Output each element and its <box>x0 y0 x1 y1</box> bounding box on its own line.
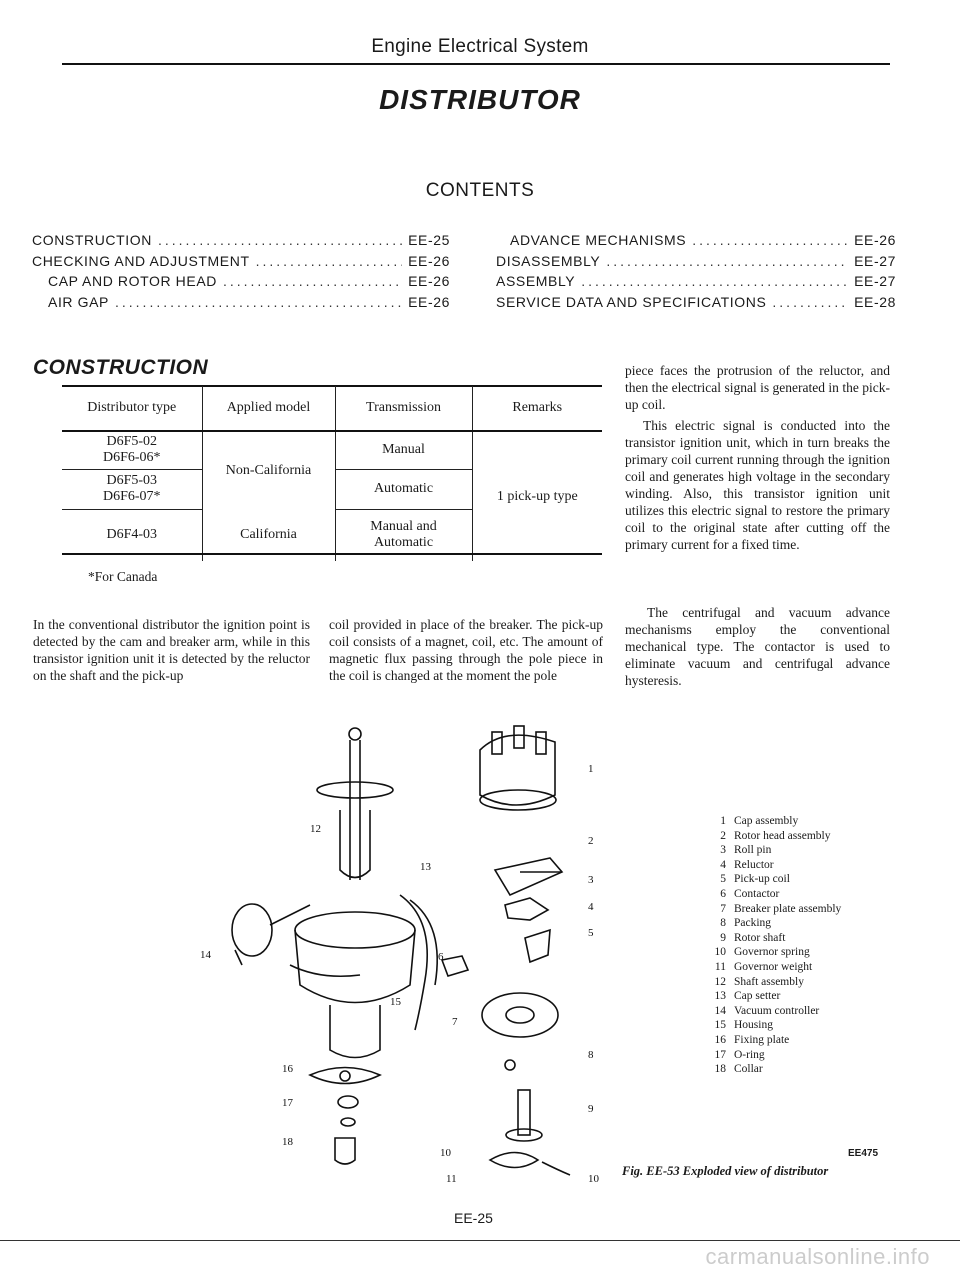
legend-label: Housing <box>734 1019 773 1032</box>
legend-num: 13 <box>714 990 726 1003</box>
running-header: Engine Electrical System <box>371 36 589 57</box>
legend-num: 14 <box>714 1004 726 1017</box>
legend-label: Governor spring <box>734 946 810 959</box>
toc-entry-label: CAP AND ROTOR HEAD <box>48 273 217 289</box>
table-bottom-rule <box>62 553 602 555</box>
legend-num: 12 <box>714 975 726 988</box>
callout-label: 8 <box>588 1049 594 1061</box>
callout-label: 1 <box>588 763 594 775</box>
figure-code: EE475 <box>848 1148 879 1159</box>
legend-num: 5 <box>720 873 726 886</box>
legend-item <box>700 960 841 975</box>
toc-entry <box>32 273 450 294</box>
distributor-type: D6F5-03 <box>106 473 158 488</box>
toc-leader <box>223 273 402 289</box>
legend-num: 18 <box>714 1063 726 1076</box>
legend-label: Vacuum controller <box>734 1004 820 1017</box>
body-paragraph: This electric signal is conducted into the transistor ignition unit, which in turn breaks the primary coil current running through the ignition coil and generates high voltage in the secondary winding. Also, this transistor ignition unit utilizes this electric signal to restore the primary coil to the original state after cutting off the primary current for a fixed time. <box>625 418 890 552</box>
toc-entry <box>496 294 896 315</box>
callout-label: 13 <box>420 861 431 873</box>
table-cell: Automatic <box>335 469 472 509</box>
legend-item <box>700 931 841 946</box>
section-heading: CONSTRUCTION <box>33 356 209 379</box>
legend-label: Contactor <box>734 887 780 900</box>
table-cell <box>62 469 202 509</box>
toc-leader <box>158 232 402 248</box>
table-cell: California <box>202 509 335 561</box>
legend-item <box>700 858 841 873</box>
legend-item <box>700 1048 841 1063</box>
toc-entry-label: CONSTRUCTION <box>32 232 152 248</box>
diagram-callouts <box>200 763 600 1185</box>
legend-num: 15 <box>714 1019 726 1032</box>
legend-label: Cap setter <box>734 990 781 1003</box>
table-cell: Non-California <box>202 431 335 509</box>
toc-entry-page: EE-26 <box>408 273 450 289</box>
toc-entry-label: SERVICE DATA AND SPECIFICATIONS <box>496 293 767 310</box>
page-number: EE-25 <box>454 1210 493 1226</box>
toc-entry-page: EE-26 <box>854 232 896 248</box>
legend-item <box>700 829 841 844</box>
legend-item <box>700 1062 841 1077</box>
legend-label: Reluctor <box>734 858 774 871</box>
callout-label: 14 <box>200 949 211 961</box>
transmission-text: Manual and <box>370 519 437 535</box>
contents-title: CONTENTS <box>425 180 535 201</box>
callout-label: 12 <box>310 823 321 835</box>
legend-num: 17 <box>714 1048 726 1061</box>
legend-item <box>700 989 841 1004</box>
transmission-text: Automatic <box>373 535 434 551</box>
toc-entry-page: EE-27 <box>854 252 896 269</box>
callout-label: 10 <box>588 1173 599 1185</box>
legend-item <box>700 814 841 829</box>
legend-label: Collar <box>734 1063 763 1076</box>
legend-item <box>700 843 841 858</box>
legend-label: Packing <box>734 917 772 930</box>
legend-item <box>700 872 841 887</box>
table-cell: Manual <box>335 431 472 469</box>
legend-label: Shaft assembly <box>734 975 804 988</box>
toc-entry-label: ADVANCE MECHANISMS <box>510 232 687 248</box>
callout-label: 15 <box>390 996 401 1008</box>
toc-entry <box>32 253 450 274</box>
legend-num: 6 <box>720 887 726 900</box>
table-header: Transmission <box>335 386 472 431</box>
legend-label: Rotor shaft <box>734 931 786 944</box>
toc-entry <box>496 273 896 294</box>
callout-label: 16 <box>282 1063 293 1075</box>
legend-num: 3 <box>720 844 726 857</box>
callout-label: 3 <box>588 874 594 886</box>
legend-item <box>700 1033 841 1048</box>
legend-label: Governor weight <box>734 960 813 973</box>
legend-label: Fixing plate <box>734 1033 790 1046</box>
body-paragraph: piece faces the protrusion of the reluctor, and then the electrical signal is generated in the pick-up coil. <box>625 363 890 412</box>
legend-label: Rotor head assembly <box>734 829 831 842</box>
toc-entry-page: EE-25 <box>408 232 450 248</box>
legend-label: O-ring <box>734 1048 765 1061</box>
toc-right <box>496 232 896 314</box>
toc-leader <box>581 273 848 289</box>
legend-num: 11 <box>714 960 726 973</box>
page-title: DISTRIBUTOR <box>379 84 581 115</box>
legend-item <box>700 1004 841 1019</box>
legend-item <box>700 887 841 902</box>
toc-leader <box>115 294 402 310</box>
table-cell: D6F4-03 <box>106 527 158 543</box>
watermark: carmanualsonline.info <box>705 1244 930 1269</box>
legend-item <box>700 902 841 917</box>
callout-label: 18 <box>282 1136 293 1148</box>
legend-label: Breaker plate assembly <box>734 902 842 915</box>
distributor-type: D6F6-07* <box>102 489 161 504</box>
distributor-type: D6F6-06* <box>102 450 161 466</box>
callout-label: 4 <box>588 901 594 913</box>
toc-leader <box>692 232 848 248</box>
legend-label: Cap assembly <box>734 815 799 827</box>
toc-leader <box>256 253 402 269</box>
figure-legend <box>700 814 841 1077</box>
legend-item <box>700 916 841 931</box>
toc-entry-page: EE-26 <box>408 293 450 310</box>
footer-rule <box>0 1240 960 1241</box>
table-footnote: *For Canada <box>88 569 158 584</box>
callout-label: 6 <box>438 951 444 963</box>
toc-entry-page: EE-26 <box>408 252 450 269</box>
body-paragraph: coil provided in place of the breaker. The pick-up coil consists of a magnet, coil, etc. The amount of magnetic flux passing through the pole piece in the coil is changed at the moment the pole <box>329 617 603 683</box>
toc-entry-label: ASSEMBLY <box>496 273 576 289</box>
table-row <box>62 431 602 469</box>
table-header: Remarks <box>472 386 602 431</box>
toc-left <box>32 232 450 314</box>
body-paragraph: The centrifugal and vacuum advance mechanisms employ the conventional mechanical type. The contactor is used to eliminate vacuum and centrifugal advance hysteresis. <box>625 605 890 688</box>
legend-num: 7 <box>720 902 726 915</box>
legend-label: Roll pin <box>734 844 772 857</box>
callout-label: 11 <box>446 1173 457 1185</box>
table-header: Applied model <box>202 386 335 431</box>
header-rule <box>62 63 890 65</box>
toc-entry <box>496 253 896 274</box>
body-paragraph: In the conventional distributor the ignition point is detected by the cam and breaker arm, while in this transistor ignition unit it is detected by the reluctor on the shaft and the pick-up <box>33 617 310 683</box>
legend-num: 9 <box>720 931 726 944</box>
callout-label: 9 <box>588 1103 594 1115</box>
toc-entry-label: AIR GAP <box>48 293 109 310</box>
callout-label: 7 <box>452 1016 458 1028</box>
toc-entry <box>496 232 896 253</box>
toc-entry-page: EE-28 <box>854 293 896 310</box>
legend-num: 16 <box>714 1033 726 1046</box>
distributor-spec-table <box>62 386 602 561</box>
legend-item <box>700 1018 841 1033</box>
legend-num: 8 <box>720 917 726 930</box>
exploded-view-diagram <box>170 720 630 1190</box>
table-cell: 1 pick-up type <box>472 431 602 561</box>
legend-num: 10 <box>714 946 726 959</box>
legend-item <box>700 975 841 990</box>
legend-label: Pick-up coil <box>734 873 790 886</box>
figure-caption: Fig. EE-53 Exploded view of distributor <box>622 1164 829 1178</box>
toc-entry-page: EE-27 <box>854 273 896 289</box>
legend-item <box>700 945 841 960</box>
toc-leader <box>772 294 848 310</box>
legend-num: 1 <box>720 815 726 827</box>
table-header-row <box>62 386 602 431</box>
table-header: Distributor type <box>62 386 202 431</box>
legend-num: 2 <box>720 829 726 842</box>
legend-num: 4 <box>720 858 726 871</box>
toc-leader <box>606 253 848 269</box>
callout-label: 17 <box>282 1097 293 1109</box>
toc-entry-label: DISASSEMBLY <box>496 252 601 269</box>
callout-label: 10 <box>440 1147 451 1159</box>
table-cell <box>62 431 202 469</box>
callout-label: 2 <box>588 835 594 847</box>
toc-entry <box>32 232 450 253</box>
toc-entry-label: CHECKING AND ADJUSTMENT <box>32 252 250 269</box>
callout-label: 5 <box>588 927 594 939</box>
toc-entry <box>32 294 450 315</box>
distributor-type: D6F5-02 <box>106 434 158 450</box>
